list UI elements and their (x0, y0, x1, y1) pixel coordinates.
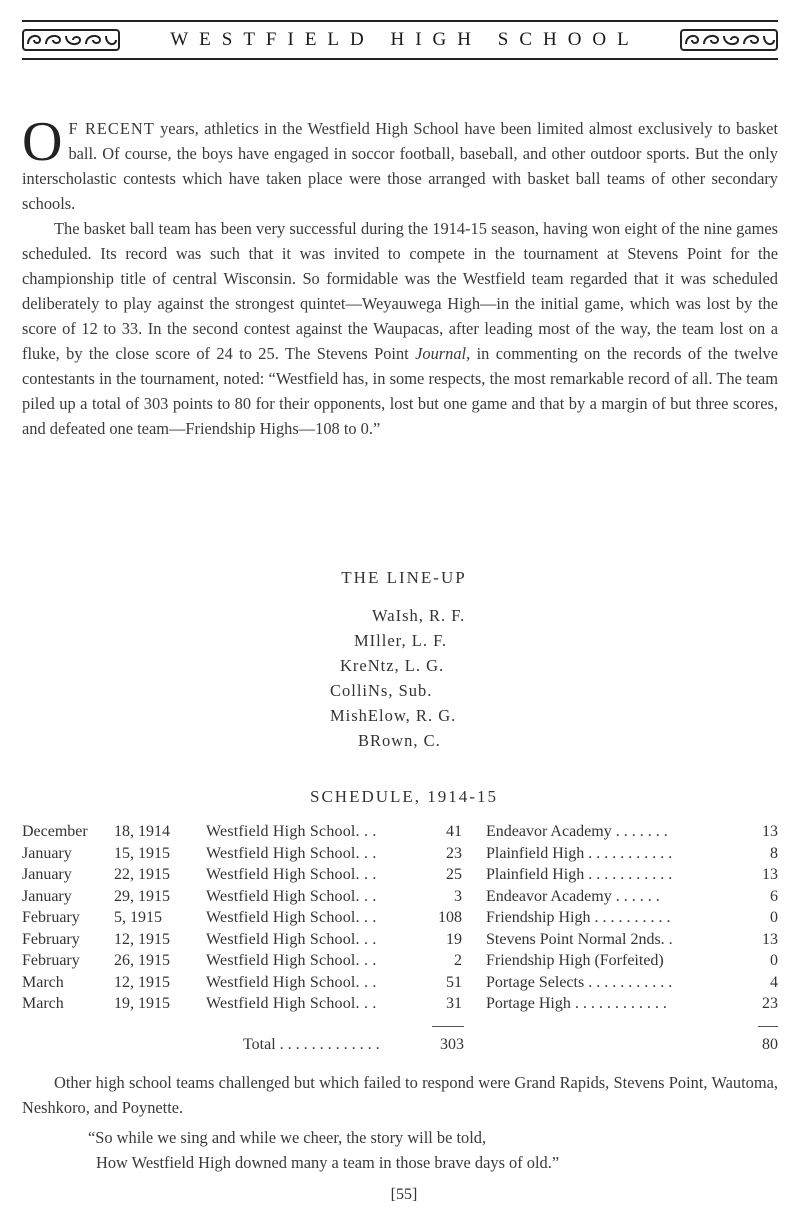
game-date: 12, 1915 (114, 973, 170, 991)
home-team: Westfield High School. . . (206, 973, 377, 991)
opponent: Endeavor Academy . . . . . . . (486, 823, 668, 840)
total-rule-left (432, 1026, 464, 1027)
game-date: 5, 1915 (114, 909, 162, 926)
opponent: Stevens Point Normal 2nds. . (486, 930, 673, 948)
total-opponent-score: 80 (762, 1036, 778, 1053)
paragraph-1-text: years, athletics in the Westfield High School have been limited almost exclusively to basket ball. Of course, the boys have engaged in soccor football, baseball, and other outdoor sports. But the only interscholastic contests which have taken place were those arranged with basket ball teams of other secondary schools. (22, 119, 778, 213)
running-title: WESTFIELD HIGH SCHOOL (170, 29, 640, 50)
game-month: January (22, 887, 72, 905)
home-team: Westfield High School. . . (206, 952, 377, 969)
home-score: 108 (438, 909, 462, 926)
table-row (22, 866, 778, 888)
game-date: 19, 1915 (114, 995, 170, 1012)
home-team: Westfield High School. . . (206, 930, 377, 948)
home-score: 3 (454, 887, 462, 905)
game-month: March (22, 973, 64, 991)
lineup-player: KreNtz, L. G. (340, 656, 445, 675)
home-score: 23 (446, 844, 462, 862)
lineup-player: ColliNs, Sub. (330, 681, 433, 700)
home-score: 25 (446, 866, 462, 883)
home-team: Westfield High School. . . (206, 844, 377, 862)
total-score: 303 (440, 1036, 464, 1053)
game-date: 26, 1915 (114, 952, 170, 969)
home-score: 41 (446, 823, 462, 840)
game-date: 18, 1914 (114, 823, 170, 840)
game-date: 15, 1915 (114, 844, 170, 862)
opponent: Portage Selects . . . . . . . . . . . (486, 973, 673, 991)
opponent: Friendship High . . . . . . . . . . (486, 909, 671, 926)
table-row (22, 888, 778, 910)
table-row (22, 931, 778, 953)
opponent: Endeavor Academy . . . . . . (486, 887, 660, 905)
paragraph-2 (22, 216, 778, 441)
paragraph-2-text-a: The basket ball team has been very successful during the 1914-15 season, having won eight of the nine games scheduled. Its record was such that it was invited to compete in the tournament at Stevens Point for the championship title of central Wisconsin. So formidable was the Westfield team regarded that it was scheduled deliberately to play against the strongest quintet—Weyauwega High—in the initial game, which was lost by the score of 12 to 33. In the second contest against the Waupacas, after leading most of the way, the team lost on a fluke, by the close score of 24 to 25. The Stevens Point (22, 219, 778, 363)
game-month: December (22, 823, 88, 840)
verse-line-2: How Westfield High downed many a team in those brave days of old.” (96, 1153, 560, 1172)
lineup-player: MishElow, R. G. (330, 706, 457, 725)
closing-note (22, 1070, 778, 1120)
paragraph-1-lead: F RECENT (68, 119, 155, 138)
table-row (22, 845, 778, 867)
opponent-score: 4 (770, 973, 778, 991)
home-team: Westfield High School. . . (206, 887, 377, 905)
home-team: Westfield High School. . . (206, 909, 377, 926)
home-team: Westfield High School. . . (206, 866, 377, 883)
lineup-player: BRown, C. (358, 731, 441, 750)
lineup-player: MIller, L. F. (354, 631, 448, 650)
total-rule-right (758, 1026, 778, 1027)
page-number: [55] (390, 1186, 418, 1203)
opponent-score: 0 (770, 909, 778, 926)
home-score: 19 (446, 930, 462, 948)
opponent-score: 23 (762, 995, 778, 1012)
game-date: 22, 1915 (114, 866, 170, 883)
opponent-score: 13 (762, 823, 778, 840)
table-row (22, 909, 778, 931)
right-scroll-ornament-icon (680, 28, 778, 52)
opponent-score: 13 (762, 930, 778, 948)
table-row (22, 995, 778, 1017)
page-header (22, 20, 778, 60)
lineup-player: WaIsh, R. F. (372, 606, 466, 625)
opponent-score: 13 (762, 866, 778, 883)
home-team: Westfield High School. . . (206, 995, 377, 1012)
game-month: January (22, 844, 72, 862)
closing-paragraph: Other high school teams challenged but which failed to respond were Grand Rapids, Stevens Point, Wautoma, Neshkoro, and Poynette. (22, 1073, 778, 1117)
opponent-score: 8 (770, 844, 778, 862)
opponent: Portage High . . . . . . . . . . . . (486, 995, 667, 1012)
drop-cap: O (22, 111, 63, 173)
opponent: Plainfield High . . . . . . . . . . . (486, 866, 673, 883)
opponent: Friendship High (Forfeited) (486, 952, 664, 969)
home-score: 31 (446, 995, 462, 1012)
opponent: Plainfield High . . . . . . . . . . . (486, 844, 673, 862)
game-month: February (22, 909, 80, 926)
schedule-heading: SCHEDULE, 1914-15 (310, 787, 498, 806)
home-score: 2 (454, 952, 462, 969)
total-label: Total . . . . . . . . . . . . . (243, 1036, 380, 1053)
paragraph-1 (22, 111, 778, 216)
lineup-heading: THE LINE-UP (341, 568, 467, 587)
left-scroll-ornament-icon (22, 28, 120, 52)
table-row (22, 952, 778, 974)
home-score: 51 (446, 973, 462, 991)
verse-line-1: “So while we sing and while we cheer, the story will be told, (88, 1128, 487, 1147)
home-team: Westfield High School. . . (206, 823, 377, 840)
opponent-score: 6 (770, 887, 778, 905)
game-month: January (22, 866, 72, 883)
paragraph-2-text-b: in commenting on the records of the twelve contestants in the tournament, noted: “Westfield has, in some respects, the most remarkable record of all. The team piled up a total of 303 points to 80 for their opponents, lost but one game and that by a margin of but three scores, and defeated one team—Friendship Highs—108 to 0.” (22, 344, 778, 438)
table-row (22, 974, 778, 996)
game-month: March (22, 995, 64, 1012)
game-date: 12, 1915 (114, 930, 170, 948)
game-month: February (22, 952, 80, 969)
opponent-score: 0 (770, 952, 778, 969)
journal-title: Journal, (415, 344, 471, 363)
table-row (22, 823, 778, 845)
article-body (22, 111, 778, 441)
game-date: 29, 1915 (114, 887, 170, 905)
game-month: February (22, 930, 80, 948)
